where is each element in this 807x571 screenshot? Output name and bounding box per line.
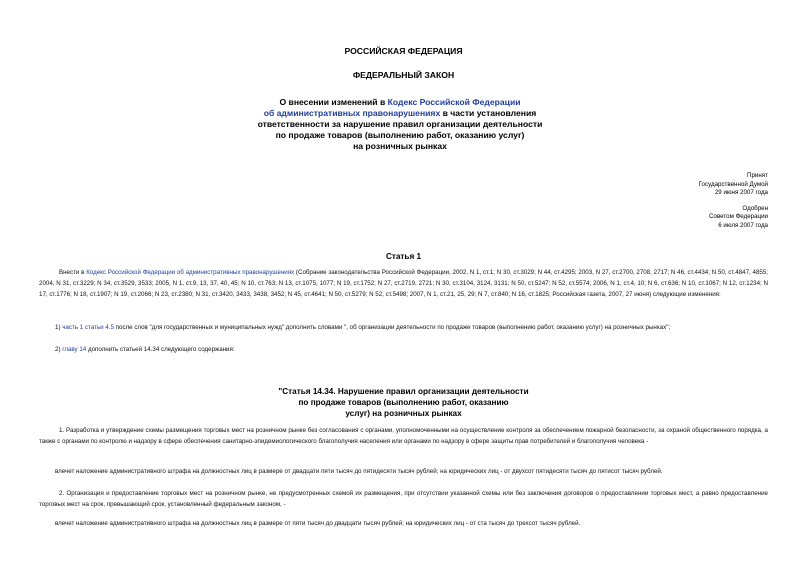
approved-label: Одобрен bbox=[742, 204, 768, 212]
law-title-post: в части установления bbox=[440, 108, 537, 118]
item-1-num: 1) bbox=[55, 324, 63, 331]
country-heading: РОССИЙСКАЯ ФЕДЕРАЦИЯ bbox=[344, 46, 463, 56]
accepted-date: 29 июня 2007 года bbox=[714, 189, 768, 197]
item-2-num: 2) bbox=[55, 346, 63, 353]
article-14-34-heading-line-2: по продаже товаров (выполнению работ, оказанию bbox=[298, 398, 509, 407]
article-14-34-part-2-penalty: влечет наложение административного штрафа на должностных лиц в размере от пяти тысяч до двадцати тысяч рублей; на юридических лиц - от ста тысяч до трехсот тысяч рублей. bbox=[55, 520, 581, 527]
article-14-34-part-2: 2. Организация и предоставление торговых мест на розничном рынке, не предусмотренных схемой их размещения, при отсутствии указанной схемы или без заключения договоров о предоставлении торговых мест, а равно предоставление торговых мест на срок, превышающий срок, установленный федеральным законом, - bbox=[39, 490, 768, 508]
article-1-heading: Статья 1 bbox=[385, 252, 422, 261]
code-link-intro[interactable]: Кодекс Российской Федерации об административных правонарушениях bbox=[86, 269, 295, 276]
adoption-block bbox=[699, 172, 768, 231]
approved-date: 6 июля 2007 года bbox=[718, 221, 768, 229]
law-title bbox=[200, 97, 600, 152]
item-1-text: после слов "для государственных и муниципальных нужд" дополнить словами ", об организации деятельности по продаже товаров (выполнению работ, оказанию услуг) на розничных рынках"; bbox=[113, 324, 671, 331]
law-title-line-5: на розничных рынках bbox=[353, 141, 447, 151]
law-type-heading: ФЕДЕРАЛЬНЫЙ ЗАКОН bbox=[352, 70, 455, 80]
article-1-item-2 bbox=[55, 345, 755, 356]
article-14-34-heading bbox=[0, 386, 807, 419]
intro-post: (Собрание законодательства Российской Федерации, 2002, N 1, ст.1; N 30, ст.3029; N 44, ст.4295; 2003, N 27, ст.2700, 2708, 2717; N 46, ст.4434; N 50, ст.4847, 4855; 2004, N 31, ст.3229; N 34, ст.3529, 3533; 2005, N 1, ст.9, 13, 37, 40, 45; N 10, ст.763; N 13, ст.1075, 1077; N 19, ст.1752; N 27, ст.2719, 2721; N 30, ст.3104, 3124, 3131; N 50, ст.5247; N 52, ст.5574; 2006, N 1, ст.4, 10; N 6, ст.636; N 10, ст.1067; N 12, ст.1234; N 17, ст.1776; N 18, ст.1907; N 19, ст.2066; N 23, ст.2380; N 31, ст.3420, 3433, 3438, 3452; N 45, ст.4641; N 50, ст.5279; N 52, ст.5498; 2007, N 1, ст.21, 25, 29; N 7, ст.840; N 16, ст.1825; Российская газета, 2007, 27 июня) следующие изменения: bbox=[39, 269, 768, 298]
approved-by: Советом Федерации bbox=[709, 213, 768, 221]
accepted-by: Государственной Думой bbox=[698, 180, 768, 188]
code-link-title-cont[interactable]: об административных правонарушениях bbox=[263, 108, 441, 118]
article-1-item-1 bbox=[55, 323, 785, 334]
law-title-line-1 bbox=[200, 97, 600, 108]
law-title-line-4: по продаже товаров (выполнению работ, оказанию услуг) bbox=[275, 130, 525, 140]
law-title-pre: О внесении изменений в bbox=[279, 97, 388, 107]
article-14-34-part-1-penalty: влечет наложение административного штрафа на должностных лиц в размере от двадцати пяти тысяч до пятидесяти тысяч рублей; на юридических лиц - от двухсот пятидесяти тысяч до пятисот тысяч рублей. bbox=[55, 468, 663, 475]
law-title-line-2 bbox=[200, 108, 600, 119]
article-14-34-part-1: 1. Разработка и утверждение схемы размещения торговых мест на розничном рынке без согласования с органами, уполномоченными на осуществление контроля за обеспечением пожарной безопасности, за охраной общественного порядка, а также с органами по контролю и надзору в сфере обеспечения санитарно-эпидемиологического благополучия населения или органами по надзору в сфере защиты прав потребителей и благополучия человека - bbox=[39, 427, 768, 445]
code-link-title[interactable]: Кодекс Российской Федерации bbox=[387, 97, 521, 107]
accepted-label: Принят bbox=[747, 172, 768, 179]
part-1-article-4-5-link[interactable]: часть 1 статьи 4.5 bbox=[62, 324, 114, 331]
law-title-line-3: ответственности за нарушение правил организации деятельности bbox=[257, 119, 543, 129]
article-14-34-heading-line-3: услуг) на розничных рынках bbox=[345, 409, 462, 418]
article-1-intro bbox=[39, 268, 768, 300]
chapter-14-link[interactable]: главу 14 bbox=[62, 346, 87, 353]
intro-pre: Внести в bbox=[59, 269, 87, 276]
article-14-34-heading-line-1: "Статья 14.34. Нарушение правил организации деятельности bbox=[278, 387, 529, 396]
item-2-text: дополнить статьей 14.34 следующего содержания: bbox=[86, 346, 235, 353]
